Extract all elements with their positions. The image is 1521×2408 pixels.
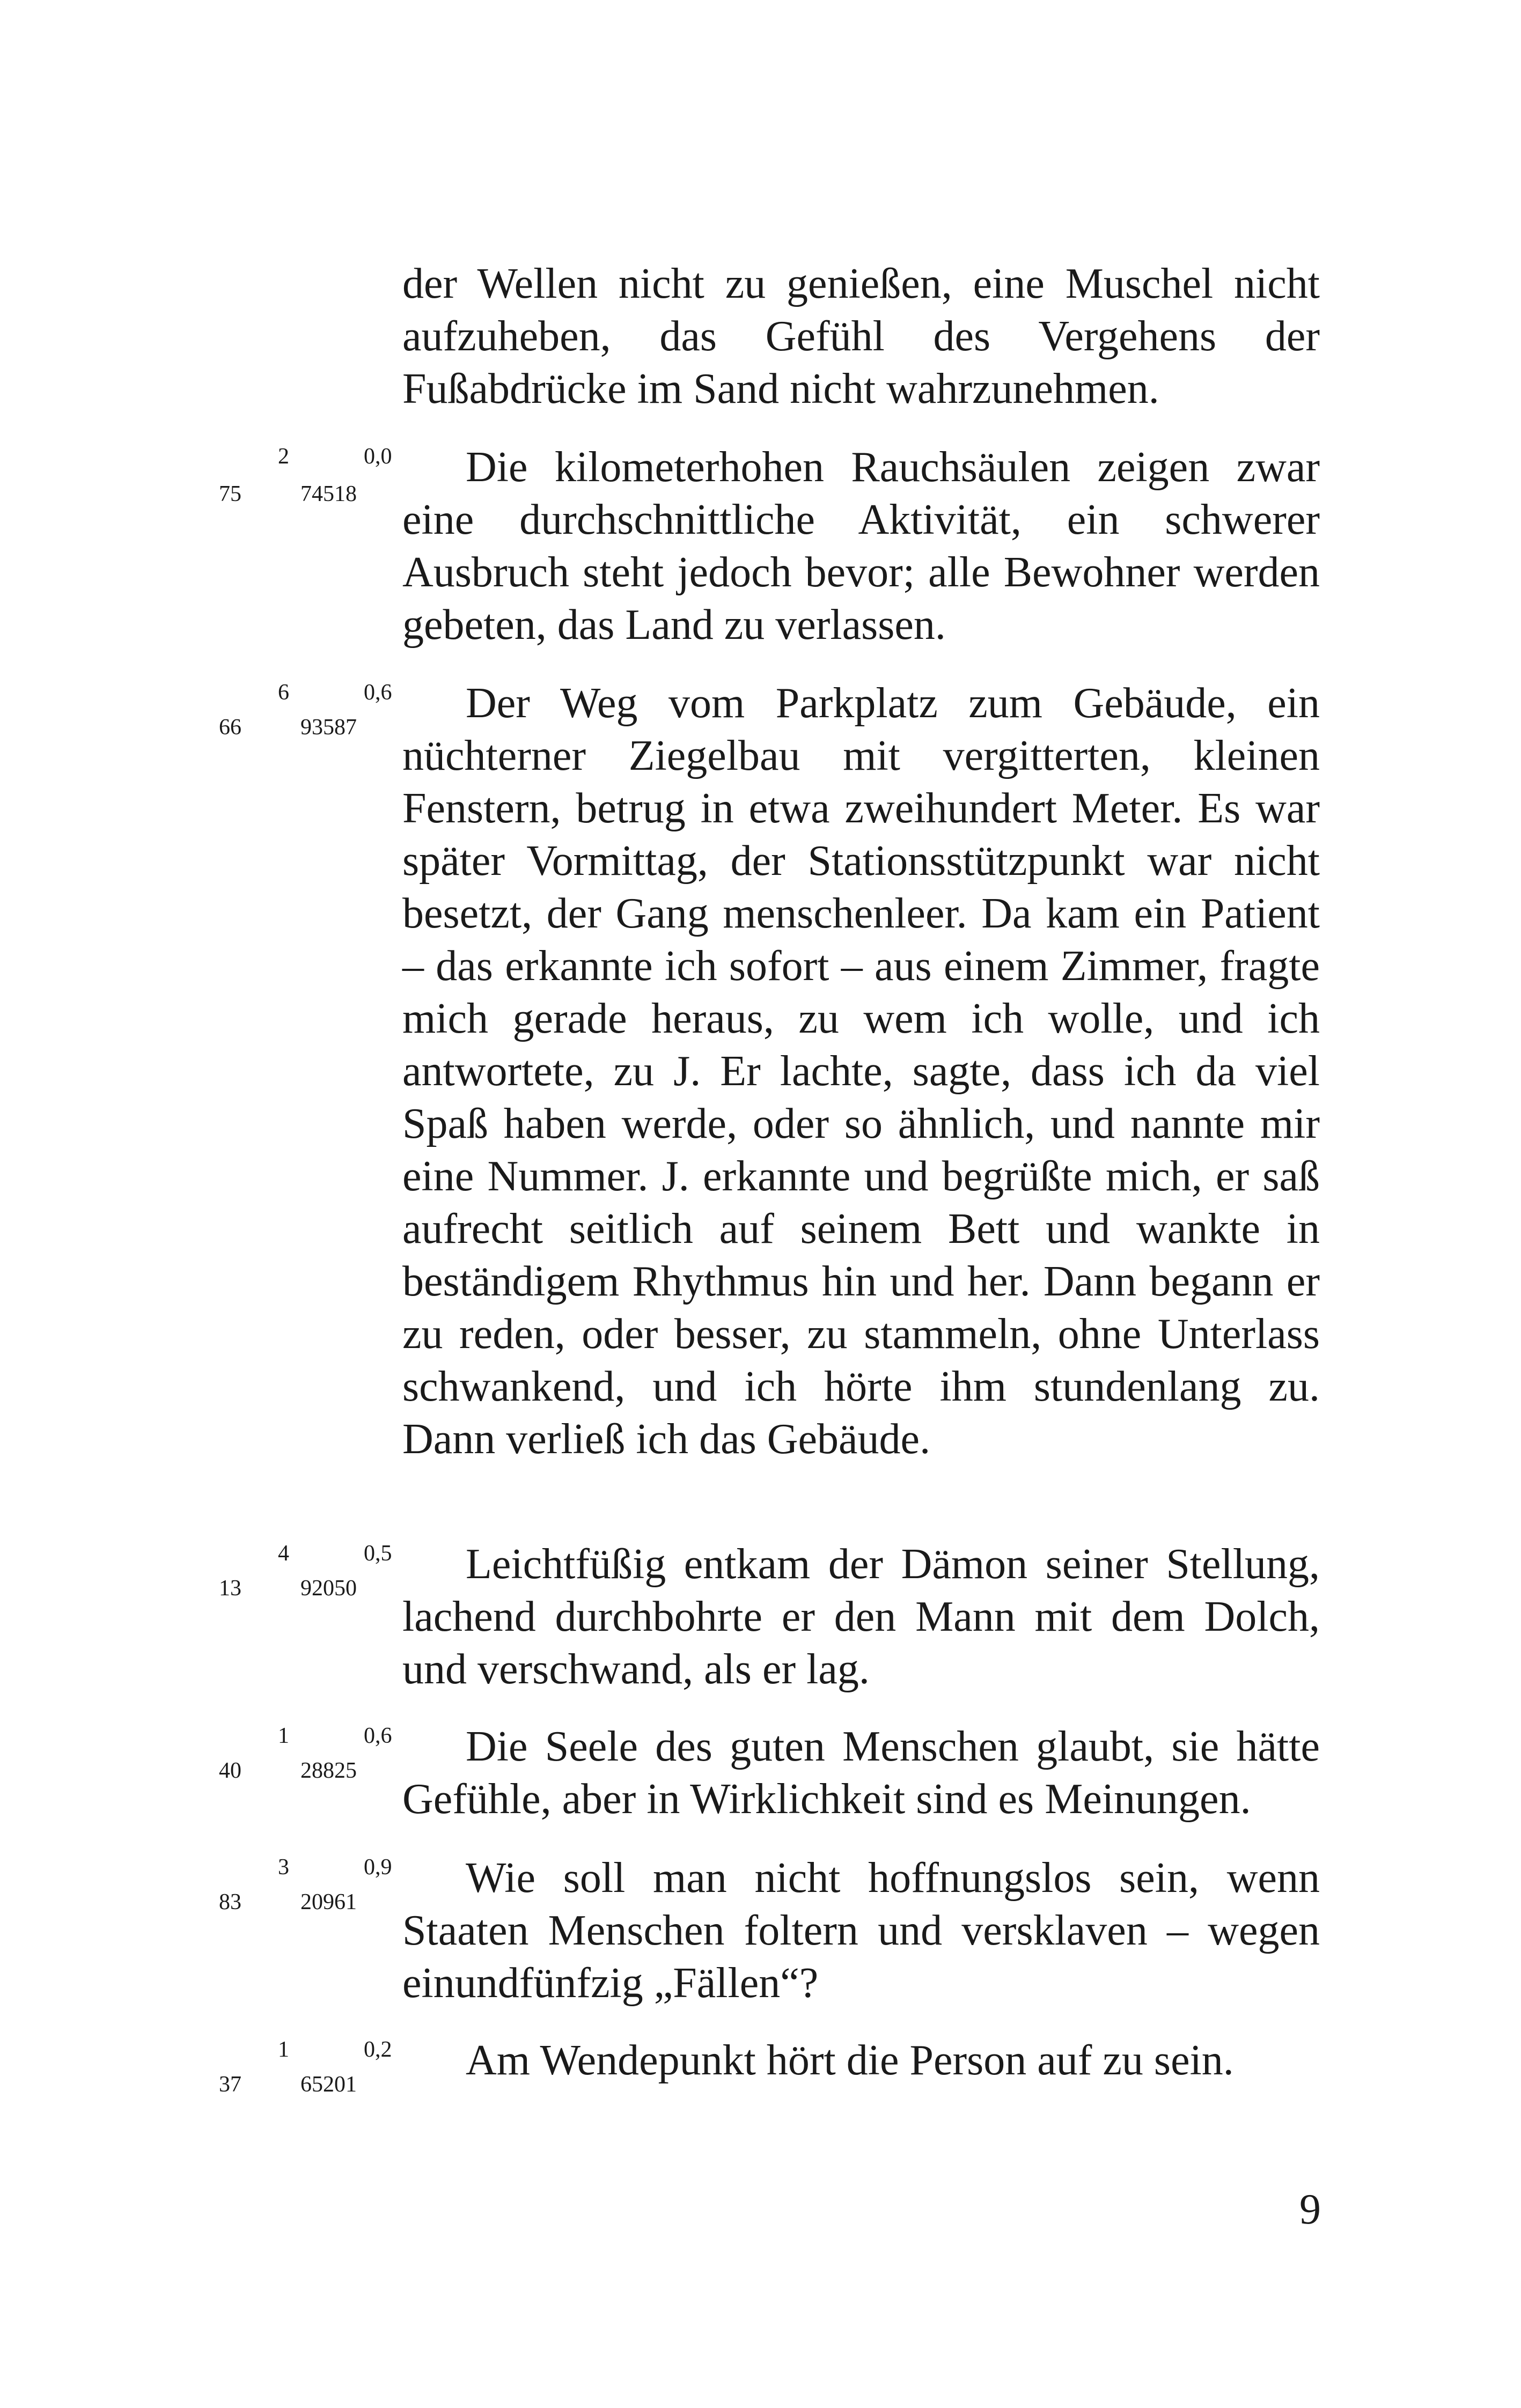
margin-note-number: 13: [219, 1576, 241, 1601]
paragraph-continuation: der Wellen nicht zu genießen, eine Muschel nicht aufzuheben, das Gefühl des Vergehens der Fußabdrücke im Sand nicht wahrzunehmen.: [402, 260, 1320, 413]
margin-note-superscript: 1: [278, 1724, 289, 1748]
margin-note-value: 0,2: [364, 2037, 392, 2062]
paragraph-wendepunkt: Am Wendepunkt hört die Person auf zu sein.: [466, 2037, 1234, 2084]
margin-note-value: 0,5: [364, 1541, 392, 1566]
margin-note-superscript: 6: [278, 680, 289, 705]
margin-note-code: 93587: [300, 715, 357, 740]
margin-note-superscript: 3: [278, 1855, 289, 1880]
paragraph-hoffnungslos: Wie soll man nicht hoffnungslos sein, wenn Staaten Menschen foltern und versklaven – wegen einundfünfzig „Fällen“?: [402, 1854, 1320, 2007]
margin-note-superscript: 4: [278, 1541, 289, 1566]
margin-note-number: 40: [219, 1758, 241, 1783]
margin-note-number: 66: [219, 715, 241, 740]
margin-note-number: 83: [219, 1890, 241, 1914]
paragraph-seele: Die Seele des guten Menschen glaubt, sie hätte Gefühle, aber in Wirklichkeit sind es Meinungen.: [402, 1723, 1320, 1823]
margin-note-superscript: 2: [278, 444, 289, 469]
paragraph-daemon: Leichtfüßig entkam der Dämon seiner Stellung, lachend durchbohrte er den Mann mit dem Dolch, und verschwand, als er lag.: [402, 1541, 1320, 1693]
margin-note-number: 37: [219, 2072, 241, 2097]
paragraph-rauchsaeulen: Die kilometerhohen Rauchsäulen zeigen zwar eine durchschnittliche Aktivität, ein schwerer Ausbruch steht jedoch bevor; alle Bewohner werden gebeten, das Land zu verlassen.: [402, 444, 1320, 649]
margin-note-value: 0,0: [364, 444, 392, 469]
margin-note-code: 20961: [300, 1890, 357, 1914]
margin-note-code: 92050: [300, 1576, 357, 1601]
margin-note-value: 0,9: [364, 1855, 392, 1880]
margin-note-superscript: 1: [278, 2037, 289, 2062]
page-number: 9: [1299, 2186, 1321, 2233]
paragraph-parkplatz: Der Weg vom Parkplatz zum Gebäude, ein nüchterner Ziegelbau mit vergitterten, kleinen Fenstern, betrug in etwa zweihundert Meter. Es war später Vormittag, der Stationsstützpunkt war nicht besetzt, der Gang menschenleer. Da kam ein Patient – das erkannte ich sofort – aus einem Zimmer, fragte mich gerade heraus, zu wem ich wolle, und ich antwortete, zu J. Er lachte, sagte, dass ich da viel Spaß haben werde, oder so ähnlich, und nannte mir eine Nummer. J. erkannte und begrüßte mich, er saß aufrecht seitlich auf seinem Bett und wankte in beständigem Rhythmus hin und her. Dann begann er zu reden, oder besser, zu stammeln, ohne Unterlass schwankend, und ich hörte ihm stundenlang zu. Dann verließ ich das Gebäude.: [402, 680, 1320, 1463]
margin-note-code: 65201: [300, 2072, 357, 2097]
margin-note-value: 0,6: [364, 1724, 392, 1748]
margin-note-code: 74518: [300, 482, 357, 506]
margin-note-number: 75: [219, 482, 241, 506]
margin-note-code: 28825: [300, 1758, 357, 1783]
margin-note-value: 0,6: [364, 680, 392, 705]
